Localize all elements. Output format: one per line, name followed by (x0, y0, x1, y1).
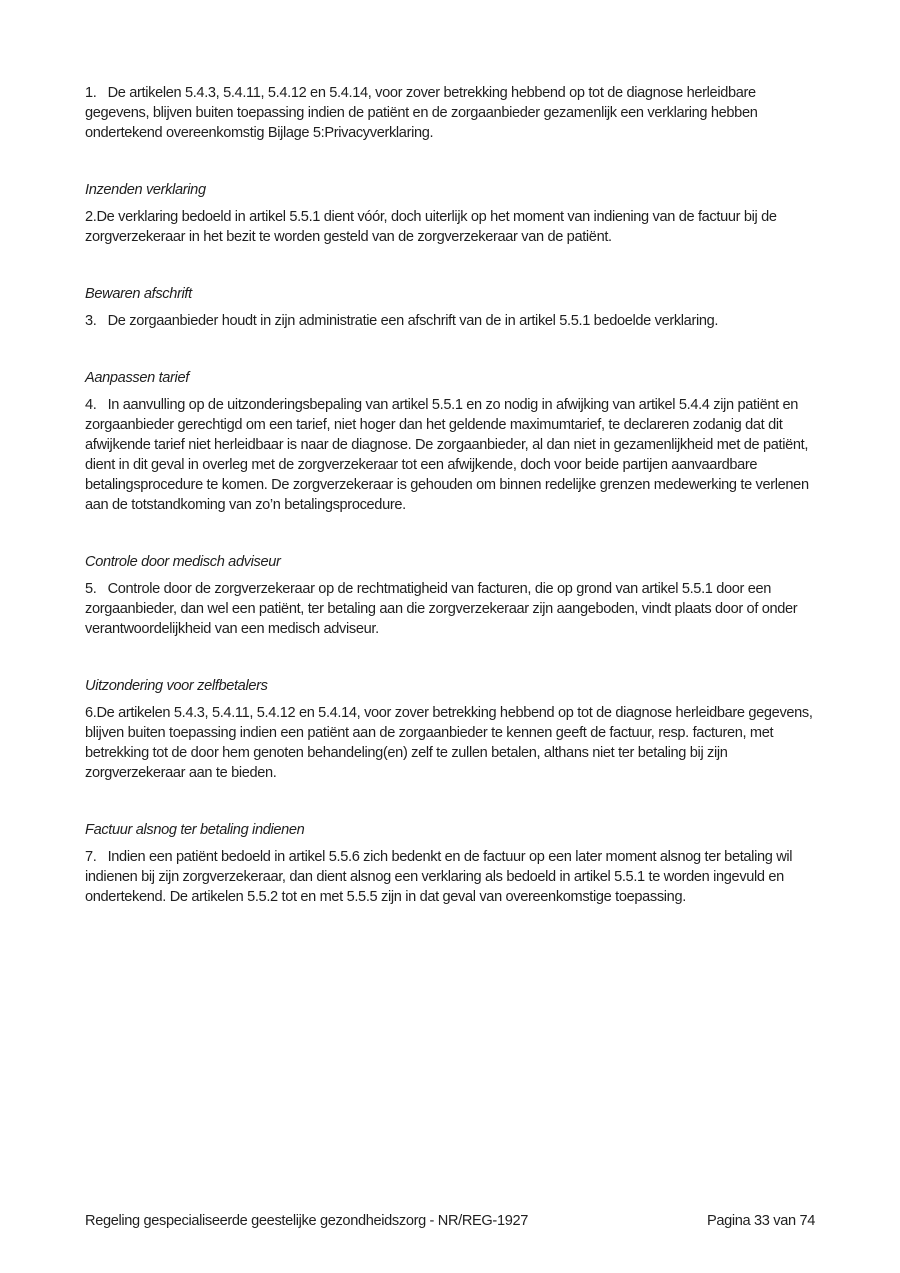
section-6 (85, 676, 817, 783)
paragraph-7: 7. Indien een patiënt bedoeld in artikel 5.5.6 zich bedenkt en de factuur op een later moment alsnog ter betaling wil indienen bij zijn zorgverzekeraar, dan dient alsnog een verklaring als bedoeld in artikel 5.5.1 te worden ingevuld en ondertekend. De artikelen 5.5.2 tot en met 5.5.5 zijn in dat geval van overeenkomstige toepassing. (85, 849, 793, 905)
section-heading-bewaren-afschrift: Bewaren afschrift (85, 286, 192, 302)
section-heading-uitzondering-zelfbetalers: Uitzondering voor zelfbetalers (85, 678, 268, 694)
section-3 (85, 284, 817, 331)
section-5 (85, 552, 817, 639)
paragraph-3: 3. De zorgaanbieder houdt in zijn administratie een afschrift van de in artikel 5.5.1 bedoelde verklaring. (85, 313, 719, 329)
section-heading-aanpassen-tarief: Aanpassen tarief (85, 370, 189, 386)
paragraph-5: 5. Controle door de zorgverzekeraar op de rechtmatigheid van facturen, die op grond van artikel 5.5.1 door een zorgaanbieder, dan wel een patiënt, ter betaling aan die zorgverzekeraar zijn aangeboden, vindt plaats door of onder verantwoordelijkheid van een medisch adviseur. (85, 581, 798, 637)
section-7 (85, 820, 817, 907)
section-2 (85, 180, 817, 247)
section-4 (85, 368, 817, 515)
page-footer (85, 1211, 815, 1231)
paragraph-4: 4. In aanvulling op de uitzonderingsbepaling van artikel 5.5.1 en zo nodig in afwijking van artikel 5.4.4 zijn patiënt en zorgaanbieder gerechtigd om een tarief, niet hoger dan het geldende maximumtarief, te declareren zodanig dat dit afwijkende tarief niet herleidbaar is naar de diagnose. De zorgaanbieder, al dan niet in gezamenlijkheid met de patiënt, dient in dit geval in overleg met de zorgverzekeraar tot een afwijkende, doch voor beide partijen aanvaardbare betalingsprocedure te komen. De zorgverzekeraar is gehouden om binnen redelijke grenzen medewerking te verlenen aan de totstandkoming van zo’n betalingsprocedure. (85, 397, 809, 513)
footer-page-number: Pagina 33 van 74 (706, 1213, 815, 1229)
section-heading-factuur-alsnog-indienen: Factuur alsnog ter betaling indienen (85, 822, 305, 838)
section-heading-inzenden-verklaring: Inzenden verklaring (85, 182, 206, 198)
paragraph-2: 2.De verklaring bedoeld in artikel 5.5.1 dient vóór, doch uiterlijk op het moment van indiening van de factuur bij de zorgverzekeraar in het bezit te worden gesteld van de zorgverzekeraar van de patiënt. (85, 209, 777, 245)
footer-document-title: Regeling gespecialiseerde geestelijke gezondheidszorg - NR/REG-1927 (85, 1213, 529, 1229)
section-heading-controle-medisch-adviseur: Controle door medisch adviseur (85, 554, 281, 570)
paragraph-6: 6.De artikelen 5.4.3, 5.4.11, 5.4.12 en 5.4.14, voor zover betrekking hebbend op tot de diagnose herleidbare gegevens, blijven buiten toepassing indien een patiënt aan de zorgaanbieder te kennen geeft de factuur, resp. facturen, met betrekking tot de door hem genoten behandeling(en) zelf te zullen betalen, althans niet ter betaling bij zijn zorgverzekeraar aan te bieden. (85, 705, 813, 781)
section-1 (85, 83, 817, 143)
document-content (85, 83, 817, 907)
paragraph-1: 1. De artikelen 5.4.3, 5.4.11, 5.4.12 en 5.4.14, voor zover betrekking hebbend op tot de diagnose herleidbare gegevens, blijven buiten toepassing indien de patiënt en de zorgaanbieder gezamenlijk een verklaring hebben ondertekend overeenkomstig Bijlage 5:Privacyverklaring. (85, 85, 758, 141)
